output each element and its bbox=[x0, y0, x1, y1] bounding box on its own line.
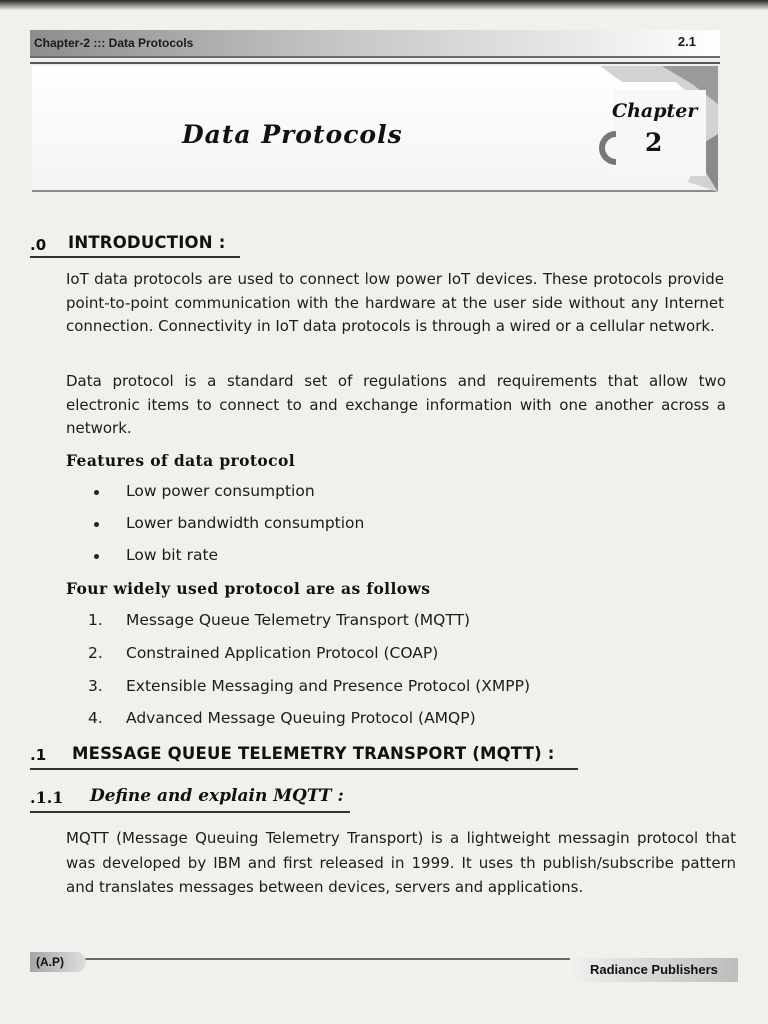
section-underline-mqtt bbox=[30, 768, 578, 770]
footer-left-label: (A.P) bbox=[36, 955, 64, 969]
protocol-item: Message Queue Telemetry Transport (MQTT) bbox=[126, 611, 471, 629]
protocol-number: 1. bbox=[88, 611, 103, 629]
mqtt-paragraph: MQTT (Message Queuing Telemetry Transport) is a lightweight messagin protocol that was developed by IBM and first released in 1999. It uses th publish/subscribe pattern and translates messages between devices, servers and applications. bbox=[66, 829, 736, 896]
protocol-number: 4. bbox=[88, 709, 103, 727]
feature-item: Lower bandwidth consumption bbox=[126, 514, 365, 532]
chapter-label: Chapter bbox=[612, 100, 698, 122]
section-heading-intro: INTRODUCTION : bbox=[68, 233, 226, 252]
running-title: Chapter-2 ::: Data Protocols bbox=[34, 36, 194, 50]
feature-item: Low bit rate bbox=[126, 546, 219, 564]
features-heading: Features of data protocol bbox=[66, 451, 296, 470]
protocol-number: 2. bbox=[88, 644, 103, 662]
bullet-marker bbox=[94, 490, 99, 495]
protocol-item: Constrained Application Protocol (COAP) bbox=[126, 644, 439, 662]
subsection-number: .1.1 bbox=[30, 788, 64, 807]
subsection-heading: Define and explain MQTT : bbox=[90, 786, 344, 806]
bullet-marker bbox=[94, 522, 99, 527]
section-number-intro: .0 bbox=[30, 236, 47, 254]
chapter-title: Data Protocols bbox=[182, 120, 403, 149]
section-heading-mqtt: MESSAGE QUEUE TELEMETRY TRANSPORT (MQTT) : bbox=[72, 744, 555, 763]
protocol-item: Advanced Message Queuing Protocol (AMQP) bbox=[126, 709, 476, 727]
section-underline-intro bbox=[30, 256, 240, 258]
intro-paragraph-1: IoT data protocols are used to connect low power IoT devices. These protocols provide point-to-point communication with the hardware at the user side without any Internet connection. Connectivity in IoT data protocols is through a wired or a cellular network. bbox=[66, 270, 724, 335]
bullet-marker bbox=[94, 554, 99, 559]
page-number: 2.1 bbox=[677, 34, 696, 49]
page-edge-shadow bbox=[0, 0, 768, 10]
protocols-heading: Four widely used protocol are as follows bbox=[66, 579, 431, 598]
protocol-item: Extensible Messaging and Presence Protocol (XMPP) bbox=[126, 677, 531, 695]
subsection-underline bbox=[30, 811, 350, 813]
feature-item: Low power consumption bbox=[126, 482, 315, 500]
running-header bbox=[30, 30, 720, 58]
chapter-number: 2 bbox=[645, 128, 663, 157]
protocol-number: 3. bbox=[88, 677, 103, 695]
section-number-mqtt: .1 bbox=[30, 746, 47, 764]
publisher-name: Radiance Publishers bbox=[590, 962, 718, 977]
intro-paragraph-2: Data protocol is a standard set of regulations and requirements that allow two electronic items to connect to and exchange information with one another across a network. bbox=[66, 372, 726, 437]
